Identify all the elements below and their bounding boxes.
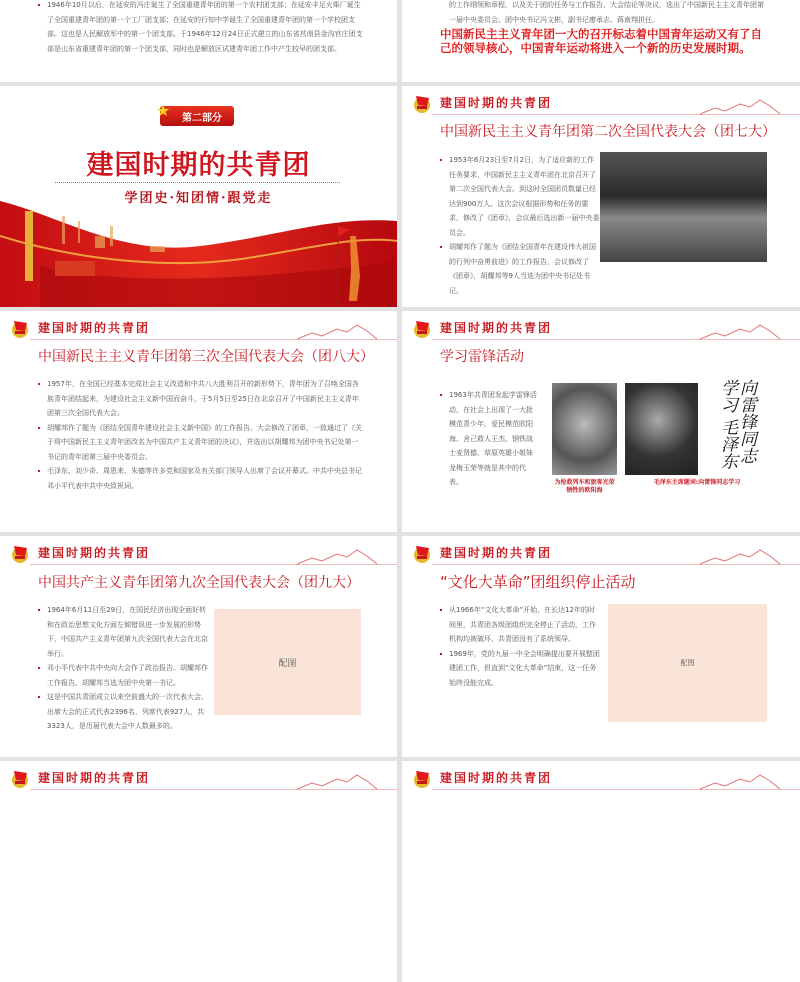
image-placeholder: 配图 — [608, 604, 767, 722]
slide-header — [402, 536, 800, 568]
huabiao-pillar — [25, 211, 33, 281]
bullet-list — [440, 603, 600, 690]
great-wall-decoration — [700, 98, 780, 116]
bullet-list — [440, 153, 600, 298]
divider — [55, 182, 340, 183]
bullet-item: 邓小平代表中共中央向大会作了政治报告。胡耀邦作工作报告。胡耀邦当选为团中央第一书记。 — [38, 661, 208, 690]
slide-next-right — [402, 761, 800, 982]
bullet-list — [38, 377, 363, 493]
highlight-text: 中国新民主主义青年团一大的召开标志着中国青年运动又有了自己的领导核心，中国青年运动将进入一个新的历史发展时期。 — [440, 27, 762, 55]
bullet-list — [38, 0, 363, 56]
bullet-list — [440, 388, 538, 490]
slide-ninth-congress — [0, 536, 397, 757]
ouyanghai-photo — [552, 383, 617, 475]
slide-second-congress — [402, 86, 800, 307]
header-title: 建国时期的共青团 — [38, 321, 151, 335]
slide-first-congress-cont — [402, 0, 800, 82]
header-title: 建国时期的共青团 — [440, 321, 553, 335]
cover-subtitle: 学团史·知团情·跟党走 — [124, 191, 273, 206]
photo-caption: 为抢救列车和旅客光荣牺牲的欧阳海 — [554, 479, 615, 494]
bullet-item: 胡耀邦作了题为《团结全国青年建设社会主义新中国》的工作报告。大会修改了团章，一致通过了《关于将中国新民主主义青年团改名为中国共产主义青年团的决议》，并选出以胡耀邦为团中央书记处第一书记的青年团第三届中央委员会。 — [38, 421, 363, 465]
great-wall-decoration — [700, 548, 780, 566]
youth-league-emblem-icon — [10, 768, 30, 790]
image-placeholder: 配图 — [214, 609, 361, 715]
bullet-item: 毛泽东、刘少奇、周恩来、朱德等许多党和国家及有关部门领导人出席了会议开幕式。中共中央总书记邓小平代表中共中央致祝词。 — [38, 464, 363, 493]
bullet-item: 1946年10月以后，在延安的冯庄诞生了全国重建青年团的第一个农村团支部；在延安丰足火柴厂诞生了全国重建青年团的第一个工厂团支部；在延安的行知中学诞生了全国重建青年团的第一个学校团支部。这也是人民解放军中的第一个团支部。于1946年12月24日正式建立的山东省莒南县金沟官庄团支部是山东省重建青年团的第一个团支部，同时也是解放区试建青年团工作中产生较早的团支部。 — [38, 0, 363, 56]
bullet-item: 1964年6月11日至29日，在国民经济出现全面好转和在政治思想文化方面左倾错误进一步发展的形势下，中国共产主义青年团第九次全国代表大会在北京举行。 — [38, 603, 208, 661]
slide-join-history-cont — [0, 0, 397, 82]
slide-header — [0, 536, 397, 568]
header-title: 建国时期的共青团 — [38, 546, 151, 560]
header-title: 建国时期的共青团 — [440, 546, 553, 560]
slide-header — [402, 761, 800, 793]
slide-third-congress — [0, 311, 397, 532]
great-wall-decoration — [297, 773, 377, 791]
bullet-item: 1953年6月23日至7月2日，为了适应新的工作任务要求，中国新民主主义青年团在北京召开了第二次全国代表大会。到这时全国团员数量已经达到900万人。这次会议根据形势和任务的要求，修改了《团章》，会议最后选出新一届中央委员会。 — [440, 153, 600, 240]
great-wall-decoration — [297, 548, 377, 566]
bullet-item: 1963年共青团发起学雷锋活动，在社会上出现了一大批模范青少年，爱民模范欧阳海、舍己救人王杰、钢铁战士麦贤德、草原英雄小姐妹龙梅玉荣等就是其中的代表。 — [440, 388, 538, 490]
slide-header — [402, 311, 800, 343]
slide-next-left — [0, 761, 397, 982]
bullet-list — [38, 603, 208, 734]
header-title: 建国时期的共青团 — [440, 771, 553, 785]
slide-heading: “文化大革命”团组织停止活动 — [440, 573, 636, 591]
bullet-item: 胡耀邦作了题为《团结全国青年在建设伟大祖国的行列中奋勇前进》的工作报告，会议修改了《团章》，胡耀邦等9人当选为团中央书记处书记。 — [440, 240, 600, 298]
mao-calligraphy: 向雷锋同志学习 毛泽东 — [717, 379, 756, 470]
header-title: 建国时期的共青团 — [440, 96, 553, 110]
badge-label: 第二部分 — [182, 112, 222, 124]
star-icon: ★ — [156, 101, 171, 120]
slide-heading: 中国新民主主义青年团第三次全国代表大会（团八大） — [38, 349, 374, 365]
section-badge — [156, 101, 234, 126]
cover-title: 建国时期的共青团 — [86, 150, 311, 181]
youth-league-emblem-icon — [412, 318, 432, 340]
slide-header — [402, 86, 800, 118]
slide-heading: 中国新民主主义青年团第二次全国代表大会（团七大） — [440, 124, 776, 140]
youth-league-emblem-icon — [10, 543, 30, 565]
bullet-continuation: 的工作纲领和章程，以及关于团的任务与工作报告、大会结论等决议，选出了中国新民主主义青年团第一届中央委员会。团中央书记冯文彬，副书记廖承志、蒋南翔担任。 — [449, 1, 764, 24]
youth-league-emblem-icon — [412, 93, 432, 115]
bullet-item: 从1966年“文化大革命”开始，在长达12年的时间里，共青团各级团组织完全停止了活动，工作机构均被破坏，共青团没有了系统领导。 — [440, 603, 600, 647]
slide-heading: 学习雷锋活动 — [440, 349, 524, 365]
youth-league-emblem-icon — [412, 543, 432, 565]
header-title: 建国时期的共青团 — [38, 771, 151, 785]
great-wall-decoration — [700, 773, 780, 791]
historical-photo — [600, 152, 767, 262]
youth-league-emblem-icon — [10, 318, 30, 340]
photo-caption: 毛泽东主席题词:向雷锋同志学习 — [653, 479, 741, 486]
youth-league-emblem-icon — [412, 768, 432, 790]
great-wall-decoration — [297, 323, 377, 341]
slide-learn-leifeng — [402, 311, 800, 532]
bullet-item: 这是中国共青团成立以来空前盛大的一次代表大会。出席大会的正式代表2396名、列席代表927人，共3323人，是历届代表大会中人数最多的。 — [38, 690, 208, 734]
slide-heading: 中国共产主义青年团第九次全国代表大会（团九大） — [38, 575, 360, 591]
slide-cultural-revolution — [402, 536, 800, 757]
leifeng-photo — [625, 383, 698, 475]
slide-header — [0, 311, 397, 343]
bullet-item: 1969年，党的九届一中全会明确提出要开展整团建团工作，但直到“文化大革命”结束，这一任务始终没能完成。 — [440, 647, 600, 691]
cover-slide — [0, 86, 397, 307]
slide-header — [0, 761, 397, 793]
great-wall-decoration — [700, 323, 780, 341]
bullet-item: 1957年，在全国已经基本完成社会主义改造和中共八大胜利召开的新形势下，青年团为了召唤全国各族青年团结起来，为建设社会主义新中国而奋斗，于5月5日至25日在北京召开了中国新民主主义青年团第三次全国代表大会。 — [38, 377, 363, 421]
